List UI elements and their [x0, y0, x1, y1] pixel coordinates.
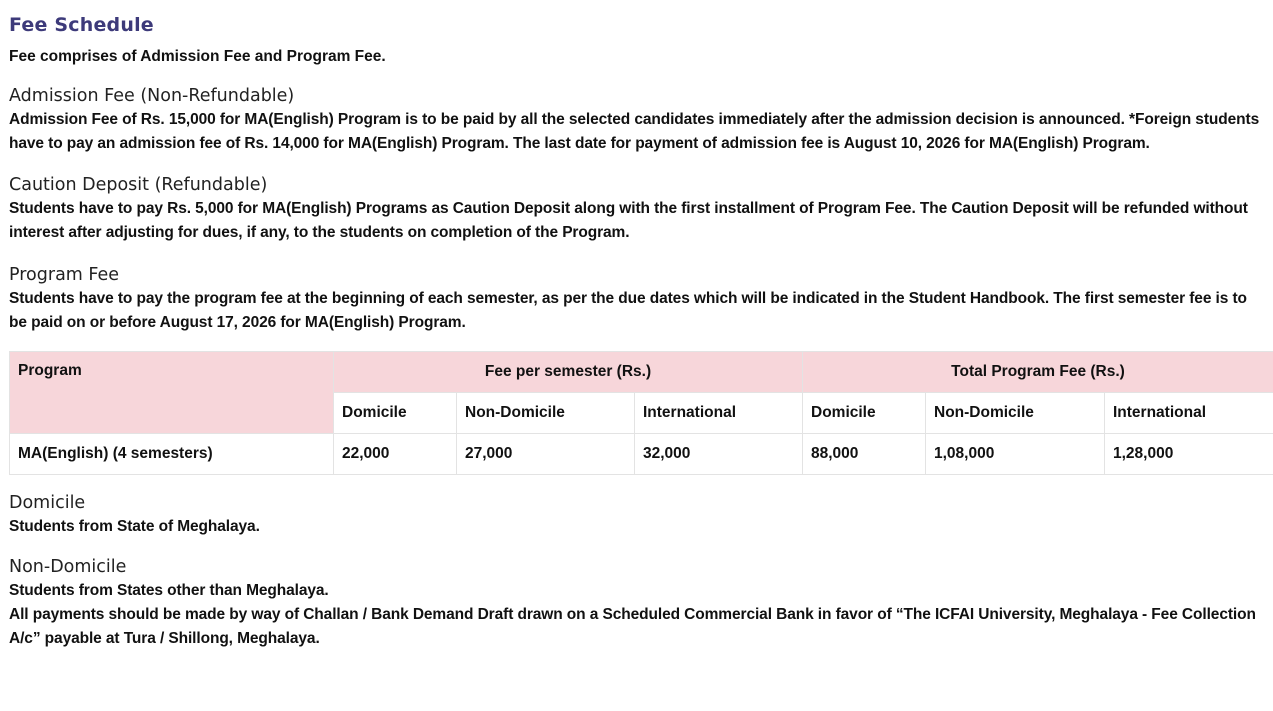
cell-total-non-domicile: 1,08,000	[926, 434, 1105, 475]
table-header-row	[10, 352, 1273, 393]
admission-fee-text: Admission Fee of Rs. 15,000 for MA(English) Program is to be paid by all the selected candidates immediately after the admission decision is announced. *Foreign students have to pay an admission fee of Rs. 14,000 for MA(English) Program. The last date for payment of admission fee is August 10, 2026 for MA(English) Program.	[9, 111, 1260, 152]
non-domicile-section	[9, 555, 1264, 603]
cell-total-domicile: 88,000	[803, 434, 926, 475]
admission-fee-section	[9, 84, 1264, 156]
cell-semester-international: 32,000	[635, 434, 803, 475]
program-fee-section	[9, 263, 1264, 335]
subheader-total-domicile: Domicile	[803, 393, 926, 434]
payment-instructions: All payments should be made by way of Challan / Bank Demand Draft drawn on a Scheduled Commercial Bank in favor of “The ICFAI University, Meghalaya - Fee Collection A/c” payable at Tura / Shillong, Meghalaya.	[9, 606, 1256, 647]
subheader-semester-non-domicile: Non-Domicile	[457, 393, 635, 434]
page-title: Fee Schedule	[9, 14, 154, 36]
domicile-heading: Domicile	[9, 493, 86, 513]
domicile-text: Students from State of Meghalaya.	[9, 518, 260, 535]
admission-fee-heading: Admission Fee (Non-Refundable)	[9, 86, 295, 106]
caution-deposit-text: Students have to pay Rs. 5,000 for MA(English) Programs as Caution Deposit along with the first installment of Program Fee. The Caution Deposit will be refunded without interest after adjusting for dues, if any, to the students on completion of the Program.	[9, 200, 1248, 241]
subheader-total-non-domicile: Non-Domicile	[926, 393, 1105, 434]
program-fee-heading: Program Fee	[9, 265, 120, 285]
cell-semester-domicile: 22,000	[334, 434, 457, 475]
header-program: Program	[10, 352, 334, 434]
program-fee-text: Students have to pay the program fee at the beginning of each semester, as per the due dates which will be indicated in the Student Handbook. The first semester fee is to be paid on or before August 17, 2026 for MA(English) Program.	[9, 290, 1247, 331]
domicile-section	[9, 491, 1264, 539]
subheader-semester-domicile: Domicile	[334, 393, 457, 434]
non-domicile-heading: Non-Domicile	[9, 557, 127, 577]
table-row	[10, 434, 1273, 475]
fee-table	[9, 351, 1273, 475]
caution-deposit-heading: Caution Deposit (Refundable)	[9, 175, 268, 195]
intro-text: Fee comprises of Admission Fee and Program Fee.	[9, 48, 386, 65]
subheader-total-international: International	[1105, 393, 1273, 434]
row-program-name: MA(English) (4 semesters)	[10, 434, 334, 475]
non-domicile-text: Students from States other than Meghalaya.	[9, 582, 329, 599]
header-fee-per-semester: Fee per semester (Rs.)	[334, 352, 803, 393]
cell-semester-non-domicile: 27,000	[457, 434, 635, 475]
subheader-semester-international: International	[635, 393, 803, 434]
header-total-program-fee: Total Program Fee (Rs.)	[803, 352, 1273, 393]
caution-deposit-section	[9, 173, 1264, 245]
cell-total-international: 1,28,000	[1105, 434, 1273, 475]
